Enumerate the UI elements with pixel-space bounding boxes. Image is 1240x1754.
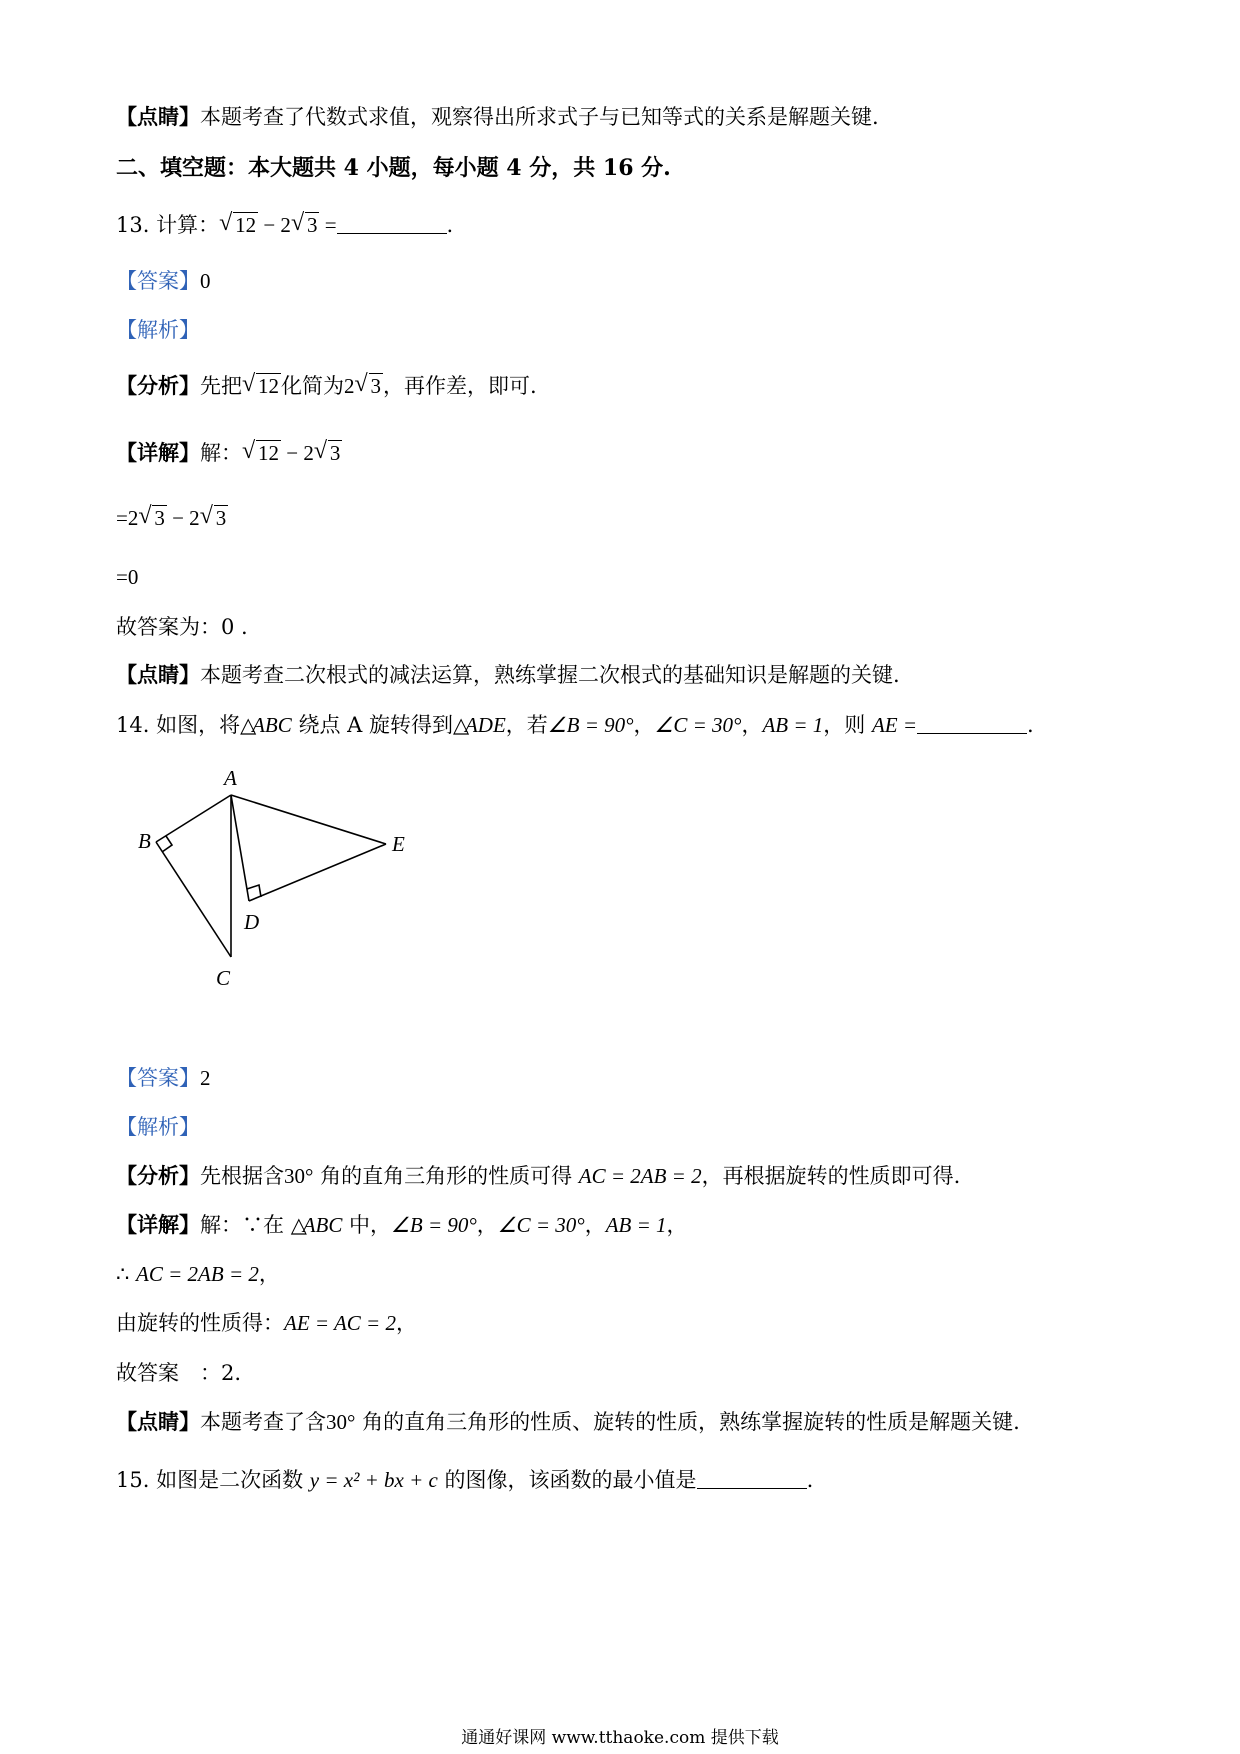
segment-BC xyxy=(156,842,231,957)
segment-AB xyxy=(156,795,231,842)
page-footer: 通通好课网 www.tthaoke.com 提供下载 xyxy=(461,1728,779,1748)
sqrt-12: √ 12 xyxy=(219,210,258,240)
q13-question: 13. 计算：√ 12 − 2√ 3 = . xyxy=(116,210,453,240)
q14-rotation: 由旋转的性质得：AE = AC = 2， xyxy=(116,1311,417,1335)
label-A: A xyxy=(224,766,237,790)
dianjing-tag: 【点睛】 xyxy=(116,104,200,129)
segment-AE xyxy=(231,795,386,844)
q14-question: 14. 如图，将△ABC 绕点 A 旋转得到△ADE，若∠B = 90°，∠C = 30°，AB = 1，则 AE = . xyxy=(116,710,1034,740)
q13-step2: =2√ 3 − 2√ 3 xyxy=(116,503,228,533)
q14-jiexi-tag: 【解析】 xyxy=(116,1115,200,1139)
segment-DE xyxy=(249,844,386,901)
triangle-symbol-icon: △ xyxy=(240,713,257,737)
dianjing-text: 本题考查了代数式求值，观察得出所求式子与已知等式的关系是解题关键. xyxy=(200,105,879,129)
triangle-symbol-icon: △ xyxy=(452,713,470,737)
q13-jiexi-tag: 【解析】 xyxy=(116,318,200,342)
answer-blank xyxy=(917,713,1027,734)
q14-therefore: ∴ AC = 2AB = 2， xyxy=(116,1262,280,1286)
q14-figure xyxy=(120,755,440,995)
q14-xiangjie: 【详解】解：∵在 △ABC 中，∠B = 90°，∠C = 30°，AB = 1， xyxy=(116,1210,688,1240)
segment-AD xyxy=(231,795,249,901)
label-E: E xyxy=(392,832,405,856)
question-prompt: 计算： xyxy=(156,213,220,237)
q14-answer: 【答案】2 xyxy=(116,1066,211,1090)
triangle-symbol-icon: △ xyxy=(290,1213,307,1237)
q12-dianjing-line xyxy=(116,102,879,132)
answer-tag: 【答案】 xyxy=(116,269,200,293)
answer-blank xyxy=(697,1468,807,1489)
right-angle-mark-D xyxy=(247,885,261,897)
label-D: D xyxy=(244,910,260,934)
answer-value: 0 xyxy=(200,269,211,293)
section-heading: 二、填空题：本大题共 4 小题，每小题 4 分，共 16 分. xyxy=(116,155,671,181)
q13-dianjing: 【点睛】本题考查二次根式的减法运算，熟练掌握二次根式的基础知识是解题的关键. xyxy=(116,662,900,687)
q13-conclusion: 故答案为：0 . xyxy=(116,615,248,639)
q14-conclusion: 故答案 ：2. xyxy=(116,1361,242,1385)
question-number: 13. xyxy=(116,213,150,237)
q13-xiangjie: 【详解】解：√ 12 − 2√ 3 xyxy=(116,438,342,468)
right-angle-mark-B xyxy=(162,836,172,852)
label-C: C xyxy=(216,966,231,990)
q13-step3: =0 xyxy=(116,565,139,589)
q15-question: 15. 如图是二次函数 y = x² + bx + c 的图像，该函数的最小值是 . xyxy=(116,1468,814,1492)
q14-dianjing: 【点睛】本题考查了含30° 角的直角三角形的性质、旋转的性质，熟练掌握旋转的性质是解题关键. xyxy=(116,1409,1020,1434)
q14-fenxi: 【分析】先根据含30° 角的直角三角形的性质可得 AC = 2AB = 2，再根据旋转的性质即可得. xyxy=(116,1163,961,1188)
sqrt-3: √ 3 xyxy=(291,210,320,240)
q13-answer xyxy=(116,266,211,296)
answer-blank xyxy=(337,213,447,234)
label-B: B xyxy=(138,829,151,853)
q13-fenxi: 【分析】先把√ 12化简为2√ 3，再作差，即可. xyxy=(116,371,537,401)
